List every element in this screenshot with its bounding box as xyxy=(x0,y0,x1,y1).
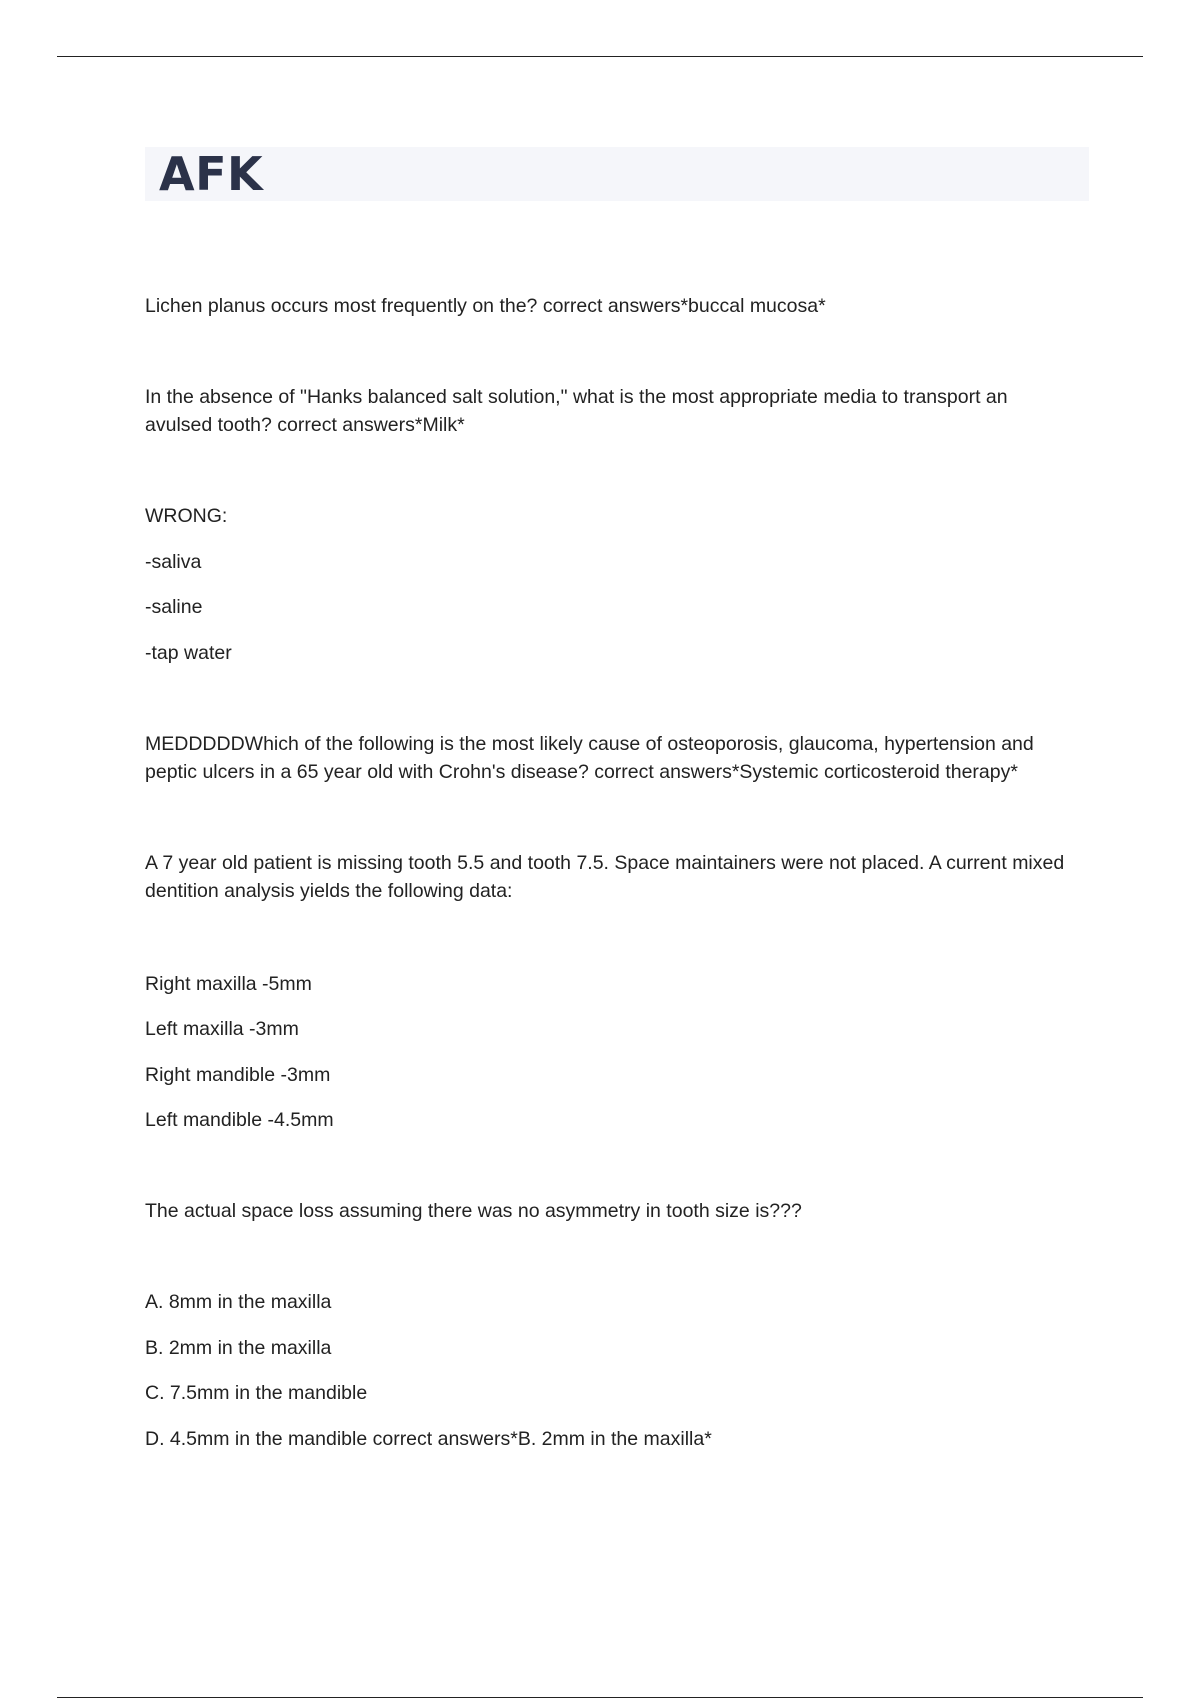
wrong-item: -tap water xyxy=(145,642,232,664)
analysis-data-item: Right maxilla -5mm xyxy=(145,973,312,995)
wrong-heading: WRONG: xyxy=(145,505,228,527)
analysis-data-item: Right mandible -3mm xyxy=(145,1064,331,1086)
title-banner xyxy=(145,147,1089,201)
page-title: AFK xyxy=(159,147,264,201)
wrong-item: -saliva xyxy=(145,551,202,573)
answer-option: D. 4.5mm in the mandible correct answers*B. 2mm in the maxilla* xyxy=(145,1428,712,1450)
answer-option: B. 2mm in the maxilla xyxy=(145,1337,332,1359)
answer-option: A. 8mm in the maxilla xyxy=(145,1291,332,1313)
analysis-data-item: Left maxilla -3mm xyxy=(145,1018,299,1040)
top-rule xyxy=(57,56,1143,57)
question-2: In the absence of "Hanks balanced salt solution," what is the most appropriate media to transport an avulsed tooth? correct answers*Milk* xyxy=(145,386,1008,436)
question-1: Lichen planus occurs most frequently on the? correct answers*buccal mucosa* xyxy=(145,295,826,317)
wrong-item: -saline xyxy=(145,596,203,618)
analysis-data-item: Left mandible -4.5mm xyxy=(145,1109,334,1131)
question-3: MEDDDDDWhich of the following is the most likely cause of osteoporosis, glaucoma, hypertension and peptic ulcers in a 65 year old with Crohn's disease? correct answers*Systemic corticosteroid therapy* xyxy=(145,733,1034,783)
bottom-rule xyxy=(57,1697,1143,1698)
question-4-prompt: The actual space loss assuming there was no asymmetry in tooth size is??? xyxy=(145,1200,802,1222)
answer-option: C. 7.5mm in the mandible xyxy=(145,1382,368,1404)
question-4-intro: A 7 year old patient is missing tooth 5.5 and tooth 7.5. Space maintainers were not placed. A current mixed dentition analysis yields the following data: xyxy=(145,852,1065,902)
